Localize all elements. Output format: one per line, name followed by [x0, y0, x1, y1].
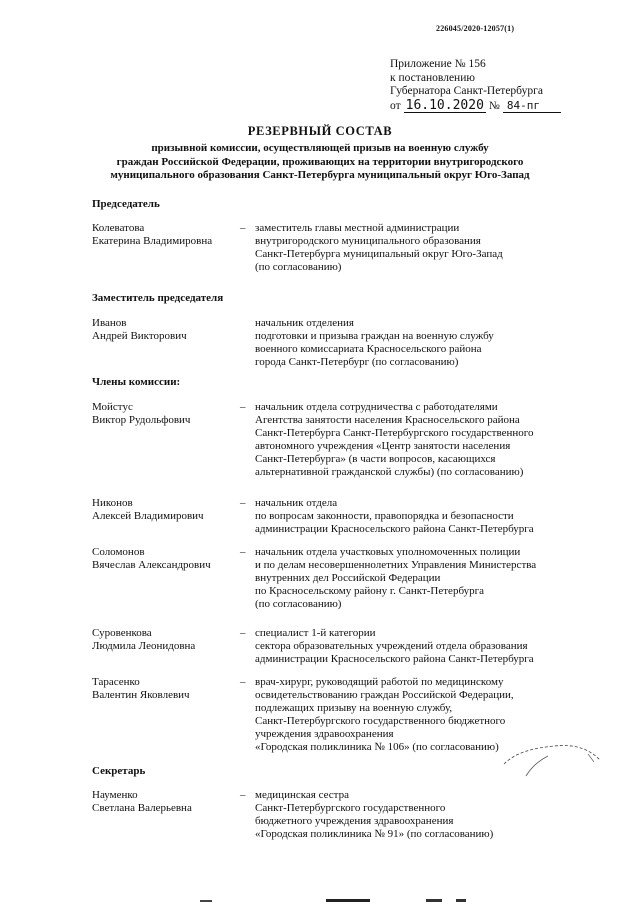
document-title: РЕЗЕРВНЫЙ СОСТАВ — [247, 124, 393, 138]
scan-edge-marks — [0, 896, 640, 905]
separator-dash: – — [240, 546, 246, 558]
separator-dash: – — [240, 627, 246, 639]
appendix-line-2: к постановлению — [390, 71, 475, 84]
separator-dash: – — [240, 789, 246, 801]
separator-dash: – — [240, 222, 246, 234]
separator-dash: – — [240, 497, 246, 509]
member-description: специалист 1-й категории сектора образовательных учреждений отдела образования администрации Красносельского района Санкт-Петербурга — [255, 627, 534, 665]
member-description: начальник отделения подготовки и призыва граждан на военную службу военного комиссариата Красносельского района города Санкт-Петербург (по согласованию) — [255, 317, 494, 368]
member-name: Мойстус Виктор Рудольфович — [92, 401, 191, 426]
separator-dash: – — [240, 676, 246, 688]
appendix-line-1: Приложение № 156 — [390, 58, 486, 70]
section-chair: Председатель — [92, 198, 160, 210]
member-name: Суровенкова Людмила Леонидовна — [92, 627, 196, 652]
member-name: Никонов Алексей Владимирович — [92, 497, 204, 522]
member-description: начальник отдела сотрудничества с работодателями Агентства занятости населения Красносельского района Санкт-Петербурга Санкт-Петербургского государственного автономного учреждения «Центр занятости населения Санкт-Петербурга» (в части вопросов, касающихся альтернативной гражданской службы) (по согласованию) — [255, 401, 534, 478]
member-description: начальник отдела по вопросам законности, правопорядка и безопасности администрации Красносельского района Санкт-Петербурга — [255, 497, 534, 535]
member-name: Иванов Андрей Викторович — [92, 317, 187, 342]
decree-number: 84-пг — [503, 99, 561, 114]
subtitle-line: призывной комиссии, осуществляющей призыв на военную службу — [151, 142, 489, 154]
member-description: начальник отдела участковых уполномоченных полиции и по делам несовершеннолетних Управления Министерства внутренних дел Российской Федерации по Красносельскому району г. Санкт-Петербурга (по согласованию) — [255, 546, 537, 610]
decree-date: 16.10.2020 — [405, 97, 484, 113]
subtitle-line: граждан Российской Федерации, проживающих на территории внутригородского — [116, 155, 524, 168]
member-name: Науменко Светлана Валерьевна — [92, 789, 192, 814]
section-members: Члены комиссии: — [92, 376, 181, 388]
document-subtitle — [0, 142, 640, 183]
number-sign: № — [488, 99, 500, 112]
signature-mark — [496, 736, 606, 780]
separator-dash: – — [240, 401, 246, 413]
member-description: врач-хирург, руководящий работой по медицинскому освидетельствованию граждан Российской Федерации, подлежащих призыву на военную службу, Санкт-Петербургского государственного бюджетного учреждения здравоохранения «Городская поликлиника № 106» (по согласованию) — [255, 676, 514, 753]
appendix-line-3: Губернатора Санкт-Петербурга — [390, 85, 543, 97]
member-name: Соломонов Вячеслав Александрович — [92, 546, 211, 571]
subtitle-line: муниципального образования Санкт-Петербурга муниципальный округ Юго-Запад — [110, 169, 530, 181]
appendix-date-row — [390, 99, 561, 114]
section-deputy: Заместитель председателя — [92, 292, 224, 304]
member-name: Колеватова Екатерина Владимировна — [92, 222, 213, 247]
date-prefix: от — [390, 99, 401, 112]
member-name: Тарасенко Валентин Яковлевич — [92, 676, 190, 701]
document-number: 226045/2020-12057(1) — [436, 24, 515, 33]
section-secretary: Секретарь — [92, 765, 146, 777]
appendix-block — [390, 58, 561, 113]
member-description: медицинская сестра Санкт-Петербургского государственного бюджетного учреждения здравоохранения «Городская поликлиника № 91» (по согласованию) — [255, 789, 494, 840]
member-description: заместитель главы местной администрации внутригородского муниципального образования Санкт-Петербурга муниципальный округ Юго-Запад (по согласованию) — [255, 222, 503, 273]
